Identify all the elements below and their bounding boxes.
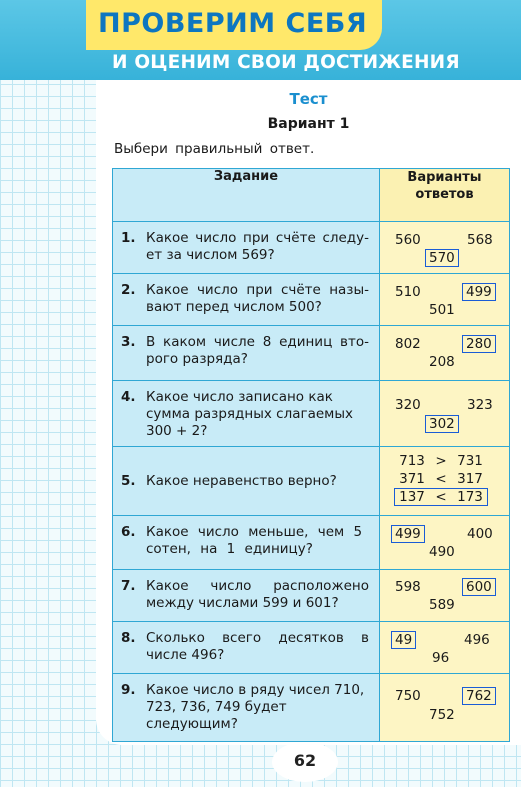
answer-option[interactable]: 750 (395, 688, 421, 704)
answer-option[interactable]: 490 (429, 544, 455, 560)
inequality-option[interactable]: 371 < 317 (399, 471, 483, 487)
answer-option[interactable]: 589 (429, 597, 455, 613)
answer-option[interactable]: 598 (395, 579, 421, 595)
task-column-header: Задание (113, 169, 380, 222)
question-text: Какое число меньше, чем 5 сотен, на 1 единицу? (146, 524, 363, 557)
question-number: 7. (121, 578, 136, 594)
question-number: 4. (121, 389, 136, 405)
question-row (113, 447, 510, 516)
page-number: 62 (293, 751, 317, 770)
answer-cell (380, 516, 510, 570)
section-title: ПРОВЕРИМ СЕБЯ (98, 8, 368, 39)
question-number: 3. (121, 334, 136, 350)
question-number: 1. (121, 230, 136, 246)
question-row (113, 570, 510, 622)
answer-option[interactable]: 496 (464, 632, 490, 648)
answer-cell (380, 274, 510, 326)
correct-answer-option[interactable]: 762 (462, 687, 496, 705)
correct-answer-option[interactable]: 570 (425, 249, 459, 267)
question-row (113, 674, 510, 742)
question-row (113, 274, 510, 326)
answer-option[interactable]: 96 (432, 650, 450, 666)
answer-option[interactable]: 400 (467, 526, 493, 542)
instruction-text: Выбери правильный ответ. (114, 141, 315, 157)
question-number: 6. (121, 524, 136, 540)
answer-cell (380, 326, 510, 381)
answer-option[interactable]: 560 (395, 232, 421, 248)
correct-answer-option[interactable]: 600 (462, 578, 496, 596)
answer-cell (380, 222, 510, 274)
question-row (113, 326, 510, 381)
correct-answer-option[interactable]: 302 (425, 415, 459, 433)
answer-option[interactable]: 320 (395, 397, 421, 413)
question-text: В каком числе 8 единиц вто-рого разряда? (146, 334, 369, 367)
question-row (113, 516, 510, 570)
question-text: Какое число в ряду чисел 710, 723, 736, 749 будет следующим? (146, 682, 365, 732)
correct-answer-option[interactable]: 499 (391, 525, 425, 543)
variant-label: Вариант 1 (267, 116, 350, 132)
answers-column-header: Варианты ответов (380, 169, 510, 222)
question-text: Какое число при счёте следу-ет за числом 569? (146, 230, 369, 263)
correct-answer-option[interactable]: 49 (391, 631, 416, 649)
correct-answer-option[interactable]: 280 (462, 335, 496, 353)
correct-inequality-option[interactable]: 137 < 173 (394, 488, 488, 506)
answer-option[interactable]: 568 (467, 232, 493, 248)
question-text: Сколько всего десятков в числе 496? (146, 630, 369, 663)
test-table (112, 168, 510, 742)
correct-answer-option[interactable]: 499 (462, 283, 496, 301)
answer-option[interactable]: 802 (395, 336, 421, 352)
answer-cell (380, 447, 510, 516)
question-text: Какое число при счёте назы-вают перед числом 500? (146, 282, 369, 315)
question-text: Какое число расположено между числами 599 и 601? (146, 578, 369, 611)
answer-option[interactable]: 752 (429, 707, 455, 723)
answer-option[interactable]: 208 (429, 354, 455, 370)
question-row (113, 622, 510, 674)
question-number: 9. (121, 682, 136, 698)
question-row (113, 381, 510, 447)
question-number: 8. (121, 630, 136, 646)
answer-option[interactable]: 510 (395, 284, 421, 300)
answer-option[interactable]: 501 (429, 302, 455, 318)
answer-cell (380, 570, 510, 622)
answer-cell (380, 381, 510, 447)
test-title: Тест (289, 90, 328, 108)
inequality-option[interactable]: 713 > 731 (399, 453, 483, 469)
question-text: Какое число записано как сумма разрядных слагаемых 300 + 2? (146, 389, 353, 439)
section-subtitle: И ОЦЕНИМ СВОИ ДОСТИЖЕНИЯ (112, 52, 460, 73)
question-number: 2. (121, 282, 136, 298)
question-number: 5. (121, 472, 136, 489)
question-text: Какое неравенство верно? (146, 472, 337, 489)
question-row (113, 222, 510, 274)
answer-cell (380, 622, 510, 674)
answer-cell (380, 674, 510, 742)
answer-option[interactable]: 323 (467, 397, 493, 413)
